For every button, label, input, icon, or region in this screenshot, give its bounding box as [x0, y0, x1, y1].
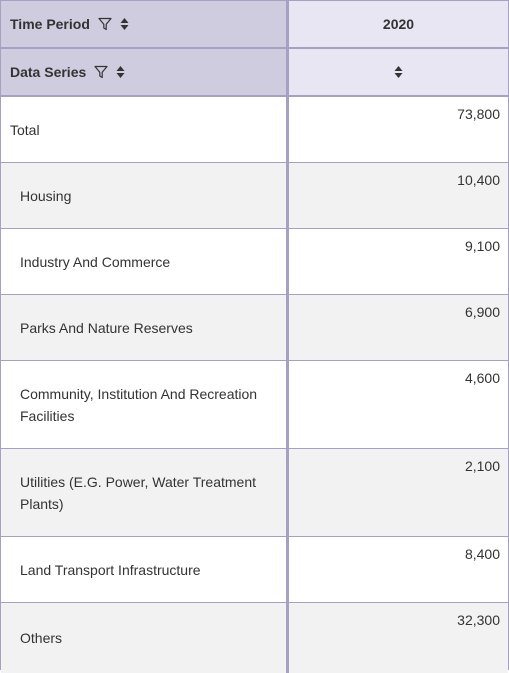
row-value: 6,900 [464, 304, 500, 320]
time-period-header-cell [1, 1, 289, 47]
time-period-label: Time Period [10, 16, 90, 32]
year-sort-cell [289, 49, 508, 95]
year-header-cell [289, 1, 508, 47]
sort-icon[interactable] [116, 65, 125, 79]
year-label: 2020 [382, 16, 415, 32]
table-row [1, 295, 508, 361]
row-label: Total [10, 121, 40, 138]
table-row [1, 449, 508, 537]
header-row-time-period [1, 1, 508, 49]
table-row [1, 361, 508, 449]
table-row [1, 537, 508, 603]
sort-icon[interactable] [394, 65, 403, 79]
row-label: Housing [20, 187, 72, 204]
data-series-header-cell [1, 49, 289, 95]
row-value: 8,400 [464, 546, 500, 562]
row-value: 9,100 [464, 238, 500, 254]
data-series-label: Data Series [10, 64, 87, 80]
row-value: 32,300 [457, 612, 500, 628]
row-value: 73,800 [457, 106, 500, 122]
filter-icon[interactable] [98, 17, 112, 31]
row-label: Others [20, 630, 63, 646]
filter-icon[interactable] [94, 65, 108, 79]
row-label: Land Transport Infrastructure [20, 561, 201, 578]
table-row [1, 163, 508, 229]
row-label: Utilities (E.G. Power, Water Treatment Plants) [20, 473, 256, 512]
row-label: Industry And Commerce [20, 253, 171, 270]
table-row [1, 603, 508, 673]
table-row [1, 97, 508, 163]
header-row-data-series [1, 49, 508, 97]
table-row [1, 229, 508, 295]
row-value: 4,600 [464, 370, 500, 386]
row-label: Community, Institution And Recreation Facilities [20, 385, 258, 424]
row-value: 10,400 [457, 172, 500, 188]
sort-icon[interactable] [120, 17, 129, 31]
row-label: Parks And Nature Reserves [20, 319, 193, 336]
row-value: 2,100 [464, 458, 500, 474]
